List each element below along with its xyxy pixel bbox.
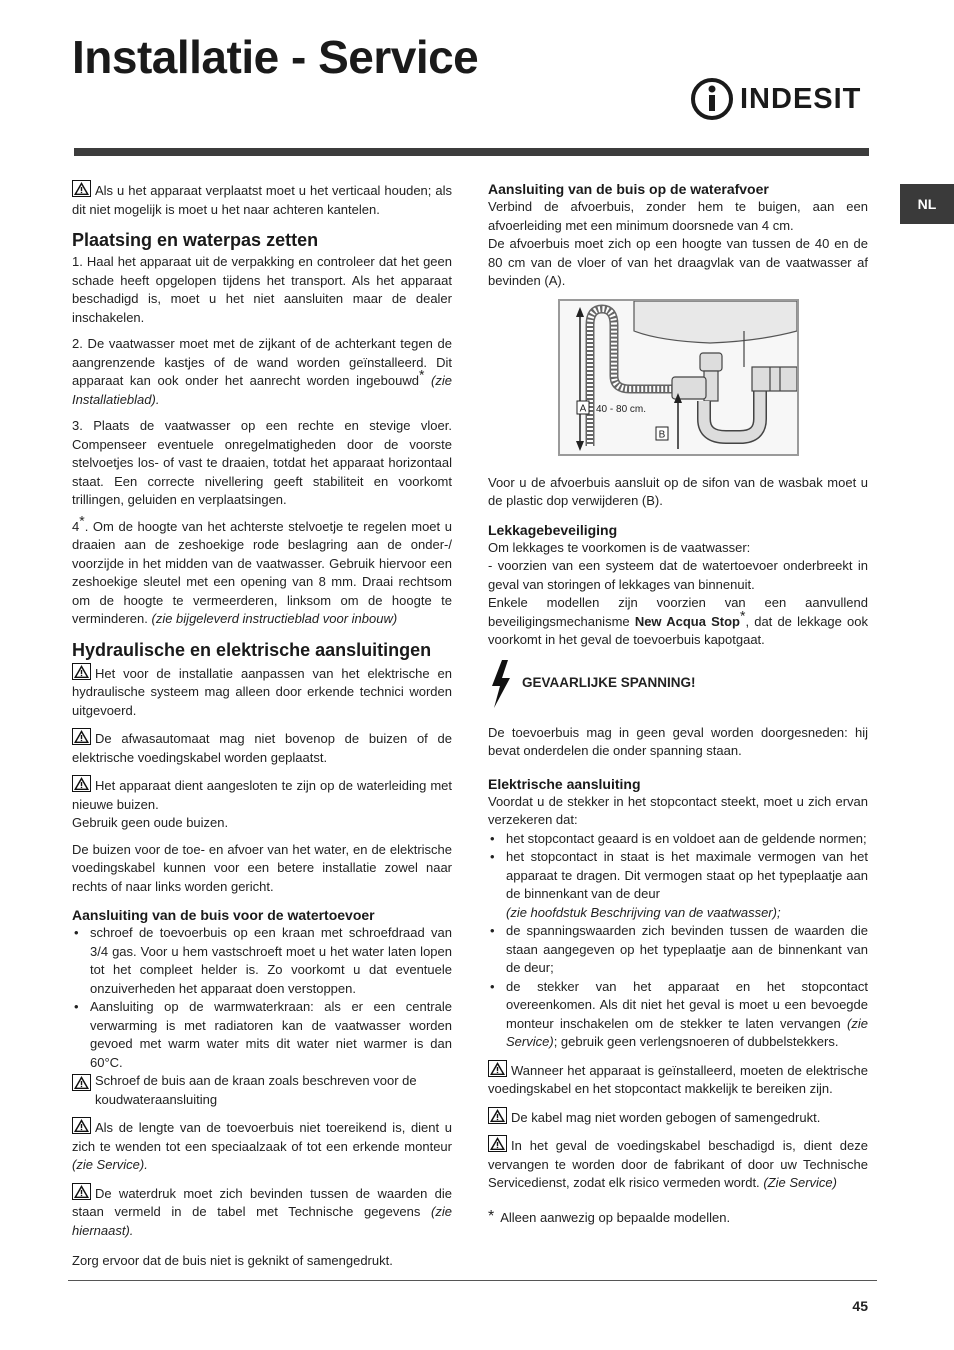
- warning-icon: [488, 1060, 507, 1077]
- supply-hose-warning: De toevoerbuis mag in geen geval worden doorgesneden: hij bevat onderdelen die onder spanning staan.: [488, 724, 868, 758]
- placement-step-3: 3. Plaats de vaatwasser op een rechte en stevige vloer. Compenseer eventuele onregelmatigheden door de voorste stelvoetjes los- of vast te draaien, totdat het apparaat horizontaal staat. Een correcte nivellering geeft stabiliteit en voorkomt trillingen, geluiden en verplaatsingen.: [72, 418, 452, 507]
- electrical-warning-2: [488, 1107, 868, 1128]
- move-warning: [72, 180, 452, 219]
- electrical-list: [488, 830, 868, 1052]
- reference-text: (zie hiernaast).: [72, 1204, 452, 1238]
- water-supply-warning-3: [72, 1183, 452, 1241]
- product-feature-name: New Acqua Stop: [634, 613, 740, 629]
- danger-voltage-label: GEVAARLIJKE SPANNING!: [522, 675, 696, 691]
- danger-voltage-notice: [488, 660, 868, 708]
- water-supply-warning-2: [72, 1117, 452, 1175]
- lightning-bolt-icon: [488, 660, 514, 708]
- reference-text: (zie bijgeleverd instructieblad voor inbouw): [151, 611, 398, 626]
- footer-rule: [68, 1280, 877, 1281]
- list-item: • schroef de toevoerbuis op een kraan met schroefdraad van 3/4 gas. Voor u hem vastschroeft moet u het water laten lopen tot het compleet helder is. Zo voorkomt u dat eventuele onzuiverheden het apparaat doen verstoppen.: [72, 924, 452, 998]
- reference-text: (zie Installatieblad).: [72, 373, 452, 407]
- page-number: 45: [852, 1298, 868, 1314]
- warning-text: Wanneer het apparaat is geïnstalleerd, moeten de elektrische voedingskabel en het stopcontact makkelijk te bereiken zijn.: [488, 1062, 868, 1096]
- electrical-intro: Voordat u de stekker in het stopcontact steekt, moet u zich ervan verzekeren dat:: [488, 793, 868, 827]
- section-title-water-supply: Aansluiting van de buis voor de watertoevoer: [72, 907, 375, 923]
- language-tab: NL: [900, 184, 954, 224]
- warning-icon: [72, 1183, 91, 1200]
- warning-icon: [488, 1135, 507, 1152]
- list-item-text: het stopcontact in staat is het maximale vermogen van het apparaat te dragen. Dit vermogen staat op het typeplaatje aan de binnenkant van de deur: [506, 849, 868, 901]
- asterisk: *: [488, 1207, 495, 1225]
- warning-icon: [72, 1074, 91, 1091]
- move-warning-text: Als u het apparaat verplaatst moet u het verticaal houden; als dit niet mogelijk is moet u het naar achteren kantelen.: [72, 183, 452, 217]
- electrical-warning-1: [488, 1060, 868, 1099]
- placement-step-2: [72, 335, 452, 409]
- warning-icon: [72, 663, 91, 680]
- warning-icon: [72, 1117, 91, 1134]
- right-column: [488, 180, 868, 1227]
- water-supply-list: [72, 924, 452, 1072]
- warning-text: Het voor de installatie aanpassen van het elektrische en hydraulische systeem mag alleen door erkende technici worden uitgevoerd.: [72, 665, 452, 718]
- asterisk: *: [79, 512, 85, 529]
- pipes-orientation-text: De buizen voor de toe- en afvoer van het water, en de elektrische voedingskabel kunnen voor een betere installatie zowel naar rechts of naar links worden gericht.: [72, 841, 452, 894]
- water-supply-warning-1: [72, 1072, 452, 1109]
- drain-height-diagram: [558, 299, 799, 456]
- label-b: B: [658, 429, 666, 440]
- asterisk: *: [418, 366, 425, 383]
- leak-text-3b: , dat de lekkage ook voorkomt in het geval de toevoerbuis kapotgaat.: [488, 613, 868, 647]
- indesit-logo: [690, 76, 870, 122]
- section-title-electrical: Elektrische aansluiting: [488, 775, 641, 792]
- placement-step-4-text: . Om de hoogte van het achterste stelvoetje te regelen moet u draaien aan de zeshoekige rode beslagring aan de onder-/ voorzijde in het midden van de vaatwasser. Gebruik hiervoor een zeshoekige sleutel met een opening van 8 mm. Draai rechtsom om de hoogte te vermeerderen, linksom om de hoogte te verminderen.: [72, 518, 452, 626]
- leak-text-3a: Enkele modellen zijn voorzien van een aanvullend beveiligingsmechanisme: [488, 595, 868, 629]
- warning-text: De waterdruk moet zich bevinden tussen de waarden die staan vermeld in de tabel met Technische gegevens: [72, 1185, 452, 1219]
- step-number: 4: [72, 518, 80, 534]
- warning-text: Als de lengte van de toevoerbuis niet toereikend is, dient u zich te wenden tot een speciaalzaak of tot een erkende monteur: [72, 1120, 452, 1154]
- drain-diagram-illustration: [560, 301, 797, 454]
- section-title-leak-protection: Lekkagebeveiliging: [488, 521, 618, 538]
- list-item-text: ; gebruik geen verlengsnoeren of dubbelstekkers.: [553, 1034, 839, 1049]
- warning-text: Schroef de buis aan de kraan zoals beschreven voor de koudwateraansluiting: [95, 1073, 417, 1107]
- list-item-text: de stekker van het apparaat en het stopcontact overeenkomen. Als dit niet het geval is moet u een bevoegde monteur inschakelen om de stekker te laten vervangen: [506, 978, 868, 1031]
- leak-text-1: Om lekkages te voorkomen is de vaatwasser:: [488, 539, 751, 555]
- label-a: A: [579, 403, 587, 414]
- left-column: [72, 180, 452, 1279]
- connections-warning-1: [72, 663, 452, 721]
- placement-step-1: 1. Haal het apparaat uit de verpakking en controleer dat het geen schade heeft opgelopen tijdens het transport. Als het apparaat beschadigd is, moet u het niet aansluiten maar de dealer inschakelen.: [72, 254, 452, 325]
- reference-text: (zie hoofdstuk Beschrijving van de vaatwasser);: [506, 904, 781, 920]
- label-height-range: 40 - 80 cm.: [596, 403, 647, 415]
- list-item: • het stopcontact geaard is en voldoet aan de geldende normen;: [488, 830, 868, 849]
- footnote: [488, 1209, 868, 1228]
- section-title-drain: Aansluiting van de buis op de waterafvoer: [488, 181, 769, 197]
- leak-text-3: [488, 594, 868, 650]
- warning-icon: [488, 1107, 507, 1124]
- reference-text: (Zie Service): [763, 1175, 837, 1190]
- header-rule: [74, 148, 869, 156]
- connections-warning-3b: Gebruik geen oude buizen.: [72, 815, 229, 830]
- section-title-placement: Plaatsing en waterpas zetten: [72, 230, 319, 250]
- warning-icon: [72, 180, 91, 197]
- drain-text-1: Verbind de afvoerbuis, zonder hem te buigen, aan een afvoerleiding met een minimum doorsnede van 4 cm.: [488, 199, 868, 233]
- list-item: [488, 848, 868, 922]
- drain-text-2: De afvoerbuis moet zich op een hoogte van tussen de 40 en de 80 cm van de vloer of van het draagvlak van de vaatwasser af bevinden (A).: [488, 236, 868, 288]
- warning-icon: [72, 728, 91, 745]
- electrical-warning-3: [488, 1135, 868, 1193]
- siphon-text: Voor u de afvoerbuis aansluit op de sifon van de wasbak moet u de plastic dop verwijderen (B).: [488, 474, 868, 508]
- footnote-text: Alleen aanwezig op bepaalde modellen.: [500, 1209, 731, 1225]
- reference-text: (zie Service): [506, 1015, 868, 1049]
- list-item: [488, 978, 868, 1052]
- warning-text: In het geval de voedingskabel beschadigd is, dient deze vervangen te worden door de fabrikant of door uw Technische Servicedienst, zodat elk risico vermeden wordt.: [488, 1138, 868, 1190]
- logo-text: INDESIT: [740, 82, 862, 115]
- page-title: Installatie - Service: [72, 31, 479, 83]
- warning-icon: [72, 775, 91, 792]
- placement-step-4: [72, 512, 452, 629]
- asterisk: *: [740, 607, 746, 624]
- warning-text: De kabel mag niet worden gebogen of samengedrukt.: [511, 1109, 821, 1125]
- list-item: • de spanningswaarden zich bevinden tussen de waarden die staan aangegeven op het typeplaatje aan de binnenkant van de deur;: [488, 922, 868, 978]
- reference-text: (zie Service).: [72, 1157, 148, 1172]
- warning-text: De afwasautomaat mag niet bovenop de buizen of de elektrische voedingskabel worden geplaatst.: [72, 731, 452, 765]
- section-title-connections: Hydraulische en elektrische aansluitingen: [72, 639, 432, 660]
- leak-text-2: - voorzien van een systeem dat de watertoevoer onderbreekt in geval van storingen of lekkages van binnenuit.: [488, 558, 868, 592]
- logo-i-icon: [690, 77, 734, 121]
- connections-warning-2: [72, 728, 452, 767]
- kink-note: Zorg ervoor dat de buis niet is geknikt of samengedrukt.: [72, 1253, 393, 1268]
- placement-step-2-text: 2. De vaatwasser moet met de zijkant of de achterkant tegen de aangrenzende kastjes of de wand worden geïnstalleerd. Dit apparaat kan ook onder het aanrecht worden ingebouwd: [72, 336, 452, 388]
- warning-text: Het apparaat dient aangesloten te zijn op de waterleiding met nieuwe buizen.: [72, 778, 452, 812]
- list-item: • Aansluiting op de warmwaterkraan: als er een centrale verwarming is met radiatoren kan de vaatwasser worden gevoed met warm water mits dit water niet warmer is dan 60°C.: [72, 998, 452, 1072]
- connections-warning-3: [72, 775, 452, 814]
